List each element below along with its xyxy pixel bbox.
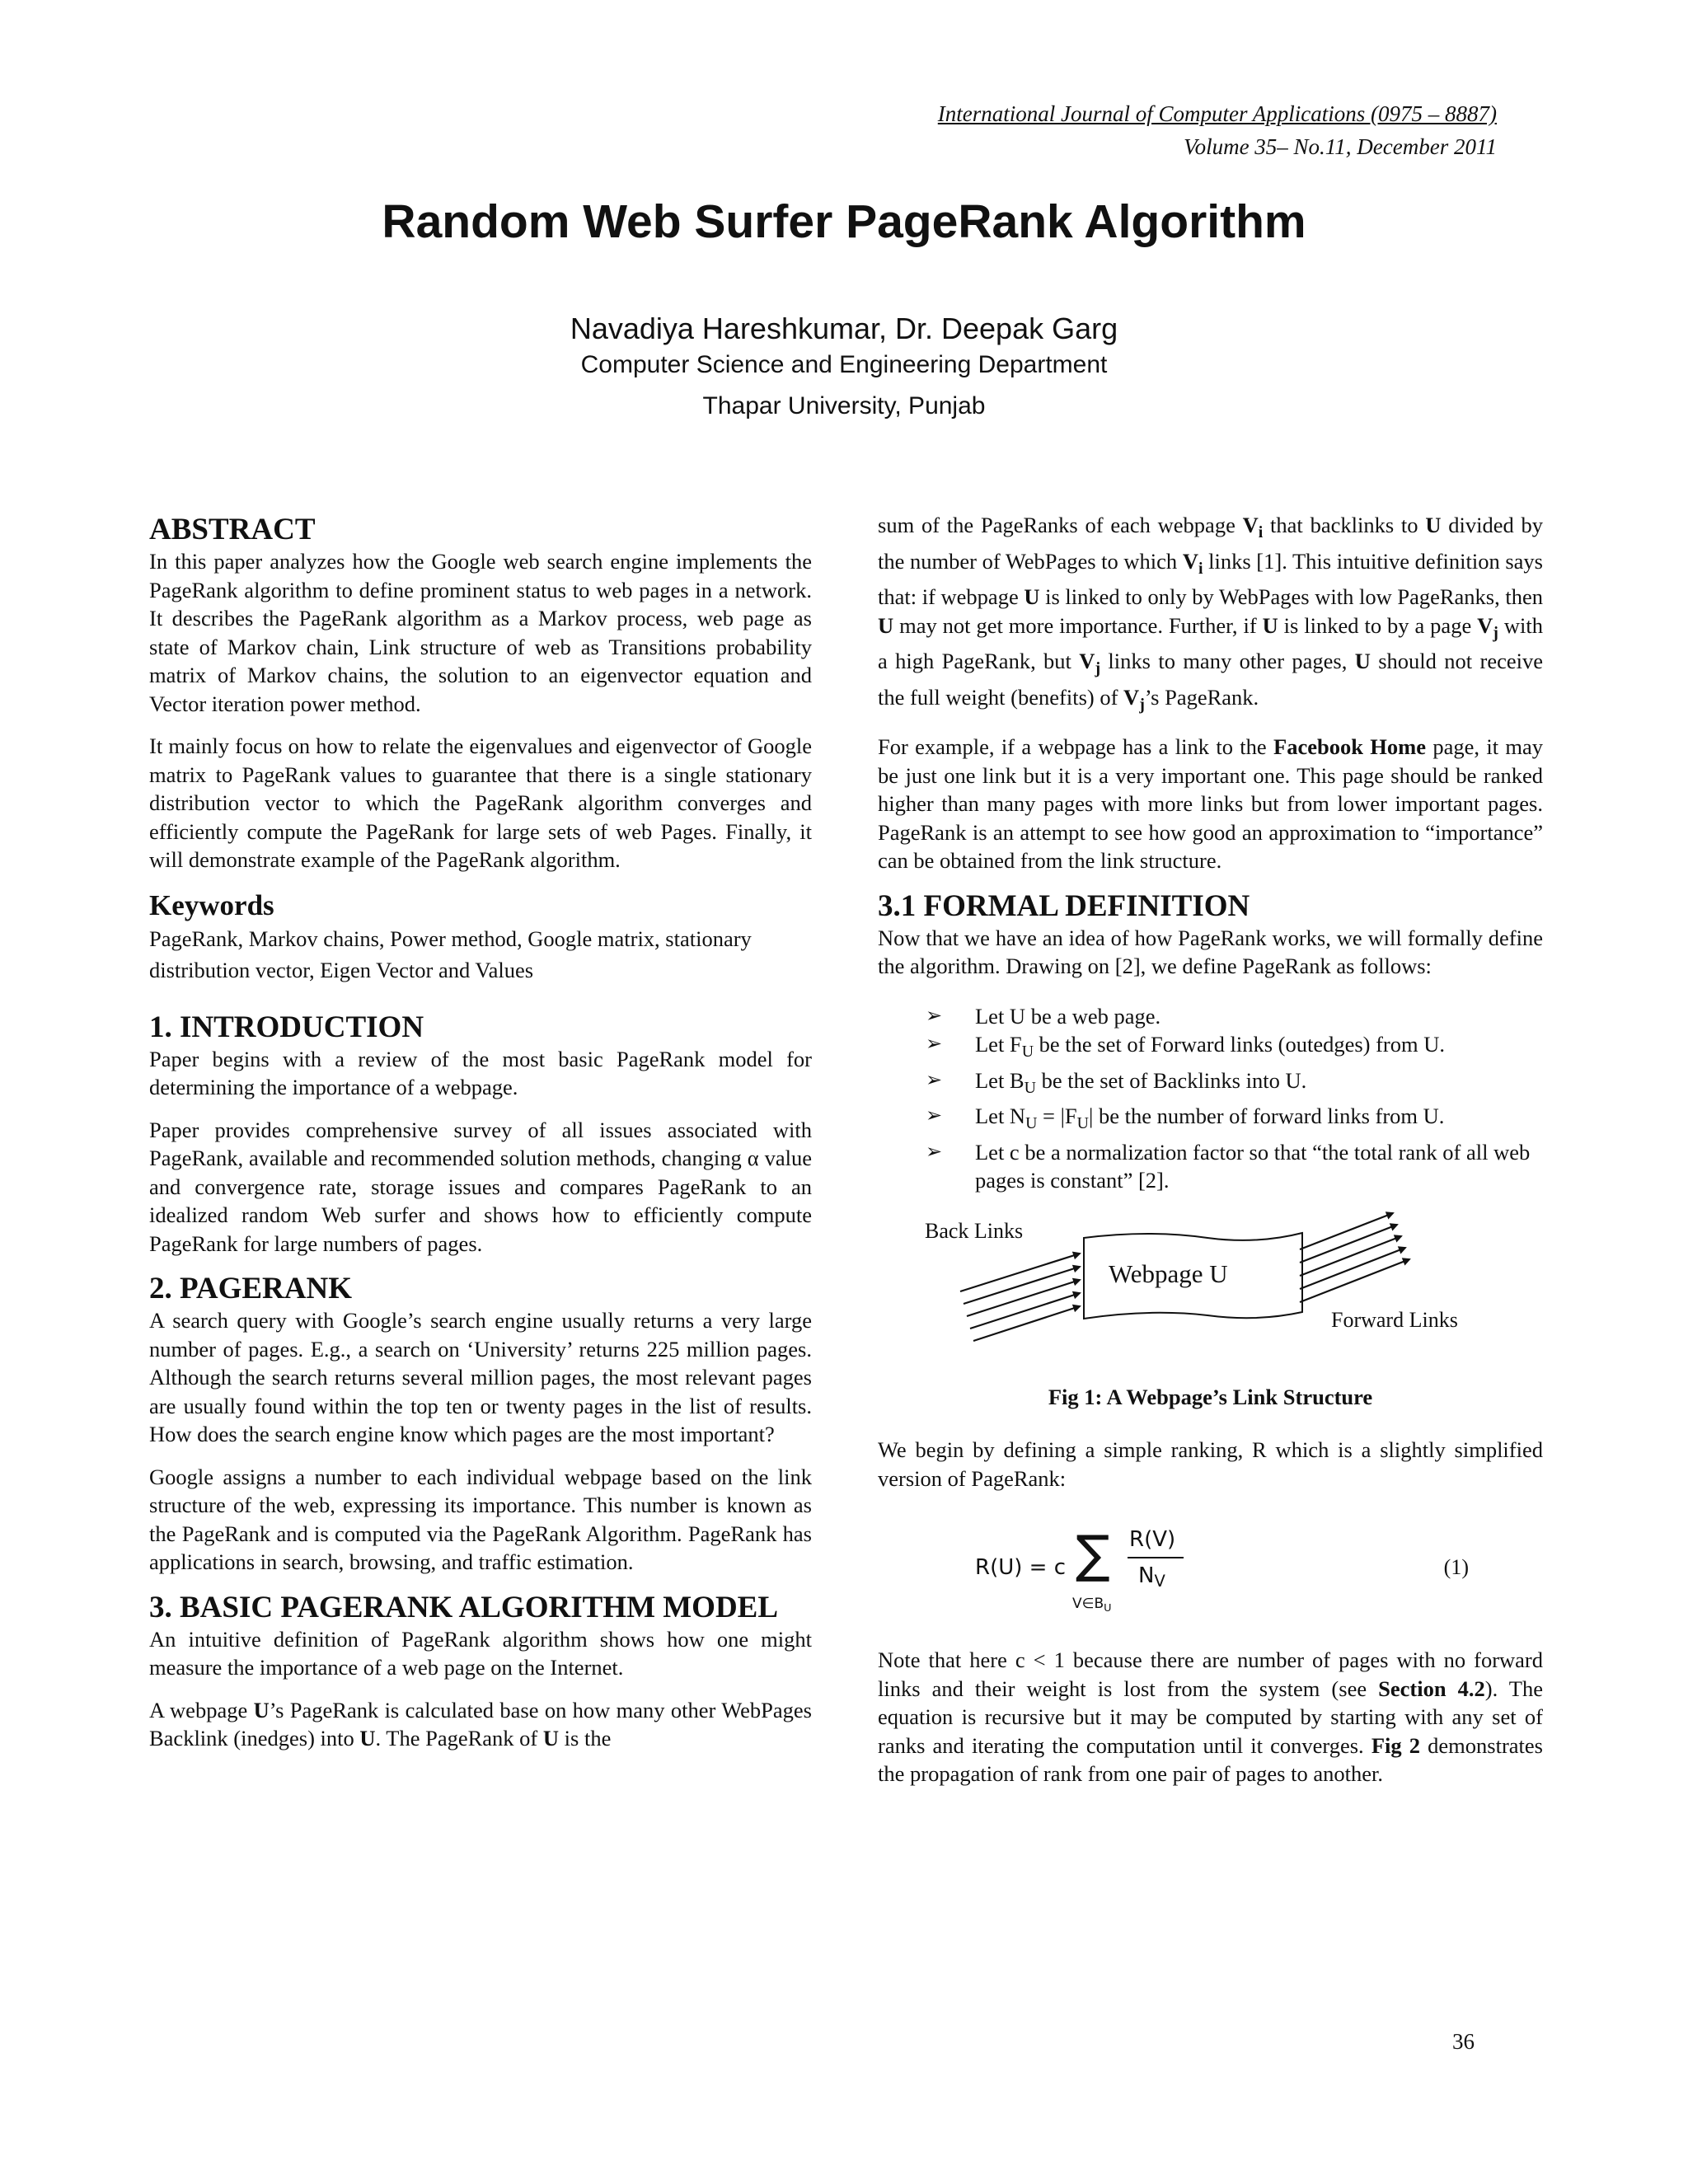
authors: Navadiya Hareshkumar, Dr. Deepak Garg: [570, 312, 1118, 345]
paper-title: Random Web Surfer PageRank Algorithm: [382, 195, 1306, 248]
webpage-label: Webpage U: [1109, 1258, 1228, 1288]
basic-model-heading: 3. BASIC PAGERANK ALGORITHM MODEL: [149, 1590, 779, 1624]
note-paragraph: Note that here c < 1 because there are number of pages with no forward links and their weight is lost from the system (see Section 4.2). The equation is recursive but it may be computed by starting with any set of ranks and iterating the computation until it converges. Fig 2 demonstrates the propagation of rank from one pair of pages to another.: [878, 1647, 1544, 1786]
journal-volume: Volume 35– No.11, December 2011: [1184, 134, 1497, 159]
left-column: [149, 513, 812, 1767]
keywords-text: PageRank, Markov chains, Power method, Google matrix, stationary distribution vector, Eigen Vector and Values: [149, 926, 752, 982]
forward-link-arrows: [1300, 1213, 1409, 1302]
figure-caption: Fig 1: A Webpage’s Link Structure: [1048, 1384, 1373, 1409]
introduction-heading: 1. INTRODUCTION: [149, 1010, 424, 1044]
journal-header: [938, 97, 1497, 163]
arrow-bullet-icon: ➢: [926, 1033, 943, 1055]
forward-links-label: Forward Links: [1331, 1307, 1458, 1332]
pagerank-paragraph-2: Google assigns a number to each individual webpage based on the link structure of the web, expressing its importance. This number is known as the PageRank and is computed via the PageRank Algorithm. PageRank has applications in search, browsing, and traffic estimation.: [149, 1464, 812, 1574]
arrow-bullet-icon: ➢: [926, 1005, 943, 1027]
example-paragraph: For example, if a webpage has a link to the Facebook Home page, it may be just one link but it is a very important one. This page should be ranked higher than many pages with more links but from lower important pages. PageRank is an attempt to see how good an approximation to “importance” can be obtained from the link structure.: [878, 734, 1544, 873]
department: Computer Science and Engineering Department: [580, 351, 1108, 378]
basic-model-continuation: sum of the PageRanks of each webpage $V_i$ that backlinks to U divided by the number of WebPages to which $V_i$ links [1]. This intuitive definition says that: if webpage U is linked to only by WebPages with low PageRanks, then U may not get more importance. Further, if U is linked to by a page $V_j$ with a high PageRank, but $V_j$ links to many other pages, U should not receive the full weight (benefits) of $V_j’s$ PageRank.: [878, 513, 1544, 714]
summation-symbol: ∑: [1076, 1524, 1110, 1584]
equation-lhs: R(U) = c: [975, 1555, 1066, 1580]
definition-list: [878, 1002, 1543, 1195]
list-item: ➢ Let U be a web page.: [926, 1002, 1543, 1031]
page-number: 36: [1452, 2029, 1475, 2054]
pagerank-heading: 2. PAGERANK: [149, 1272, 352, 1305]
introduction-paragraph-2: Paper provides comprehensive survey of all issues associated with PageRank, available and recommended solution methods, changing α value and convergence rate, storage issues and compares PageRank to an idealized random Web surfer and shows how to efficiently compute PageRank for large numbers of pages.: [149, 1117, 812, 1256]
list-item: ➢ Let $F_U$ be the set of Forward links (outedges) from U.: [926, 1032, 1446, 1061]
right-column: [878, 511, 1543, 1802]
keywords-heading: Keywords: [149, 888, 274, 921]
abstract-paragraph-1: In this paper analyzes how the Google web search engine implements the PageRank algorithm to define prominent status to web pages in a network. It describes the PageRank algorithm as a Markov process, web page as state of Markov chain, Link structure of web as Transitions probability matrix of Markov chains, the solution to an eigenvector equation and Vector iteration power method.: [149, 549, 812, 716]
ranking-paragraph: We begin by defining a simple ranking, R which is a slightly simplified version of PageRank:: [878, 1437, 1543, 1491]
fraction-bar: [1128, 1557, 1184, 1558]
introduction-paragraph-1: Paper begins with a review of the most basic PageRank model for determining the importance of a webpage.: [149, 1046, 812, 1099]
list-item: ➢ Let $B_U$ be the set of Backlinks into U.: [926, 1067, 1307, 1097]
journal-name: International Journal of Computer Applications (0975 – 8887): [937, 101, 1497, 126]
basic-model-paragraph-1: An intuitive definition of PageRank algorithm shows how one might measure the importance of a web page on the Internet.: [149, 1626, 812, 1680]
arrow-bullet-icon: ➢: [926, 1069, 943, 1091]
equation-1: [878, 1511, 1543, 1618]
fraction-denominator: NV: [1138, 1563, 1165, 1591]
arrow-bullet-icon: ➢: [926, 1105, 943, 1127]
abstract-heading: ABSTRACT: [149, 513, 316, 546]
link-structure-figure: [878, 1207, 1543, 1380]
arrow-bullet-icon: ➢: [926, 1141, 943, 1163]
list-item: ➢ Let $N_U = |F_U|$ be the number of forward links from U.: [926, 1104, 1445, 1132]
fraction-numerator: R(V): [1129, 1527, 1176, 1552]
formal-definition-paragraph: Now that we have an idea of how PageRank works, we will formally define the algorithm. Drawing on [2], we define PageRank as follows:: [878, 925, 1543, 978]
back-link-arrows: [960, 1254, 1080, 1341]
equation-number: (1): [1443, 1555, 1469, 1579]
summation-subscript: $V\in B_U$: [1072, 1596, 1112, 1615]
list-item: ➢ Let c be a normalization factor so that “the total rank of all web pages is constant” [2].: [926, 1139, 1531, 1193]
abstract-paragraph-2: It mainly focus on how to relate the eigenvalues and eigenvector of Google matrix to PageRank values to guarantee that there is a single stationary distribution vector to which the PageRank algorithm converges and efficiently compute the PageRank for large sets of web Pages. Finally, it will demonstrate example of the PageRank algorithm.: [149, 733, 812, 872]
basic-model-paragraph-2: A webpage U’s PageRank is calculated base on how many other WebPages Backlink (inedges) into U. The PageRank of U is the: [149, 1697, 812, 1750]
back-links-label: Back Links: [925, 1218, 1024, 1243]
pagerank-paragraph-1: A search query with Google’s search engine usually returns a very large number of pages. E.g., a search on ‘University’ returns 225 million pages. Although the search returns several million pages, the most relevant pages are usually found within the top ten or twenty pages in the list of results. How does the search engine know which pages are the most important?: [149, 1308, 812, 1446]
link-structure-diagram: [878, 1207, 1543, 1380]
formal-definition-heading: 3.1 FORMAL DEFINITION: [878, 888, 1250, 923]
university: Thapar University, Punjab: [702, 392, 986, 419]
